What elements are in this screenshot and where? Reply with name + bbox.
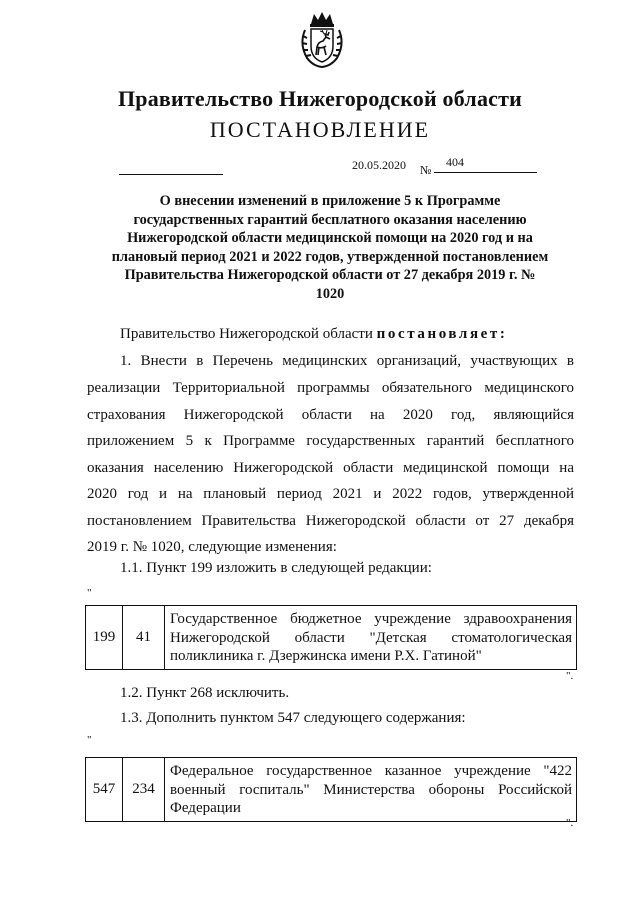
quote-open: "	[87, 587, 92, 599]
amendment-table-199	[85, 605, 577, 670]
organization-cell: Федеральное государственное казанное учреждение "422 военный госпиталь" Министерства обороны Российской Федерации	[165, 758, 577, 822]
code-cell: 234	[123, 758, 165, 822]
organization-cell: Государственное бюджетное учреждение здравоохранения Нижегородской области "Детская стоматологическая поликлиника г. Дзержинска имени Р.Х. Гатиной"	[165, 606, 577, 670]
code-cell: 41	[123, 606, 165, 670]
paragraph-line: 1. Внести в Перечень медицинских организаций, участвующих в	[120, 353, 574, 369]
table-row	[86, 758, 577, 822]
preamble-verb: постановляет:	[376, 326, 508, 342]
number-underline	[434, 172, 537, 173]
quote-close: ".	[566, 670, 574, 682]
coat-of-arms-icon	[299, 10, 345, 68]
row-number-cell: 547	[86, 758, 123, 822]
document-number: 404	[446, 155, 464, 169]
amendment-table-547	[85, 757, 577, 822]
row-number-cell: 199	[86, 606, 123, 670]
paragraph-line: приложением 5 к Программе государственных гарантий бесплатного	[87, 433, 574, 449]
document-date: 20.05.2020	[352, 158, 406, 172]
paragraph-line: 2019 г. № 1020, следующие изменения:	[87, 539, 337, 555]
date-underline-left	[119, 174, 223, 175]
item-1-2: 1.2. Пункт 268 исключить.	[120, 685, 290, 701]
paragraph-line: 2020 год и на плановый период 2021 и 2022 годов, утвержденной	[87, 486, 574, 502]
preamble	[120, 326, 508, 343]
paragraph-line: реализации Территориальной программы обязательного медицинского	[87, 380, 574, 396]
quote-close: ".	[566, 817, 574, 829]
paragraph-line: постановлением Правительства Нижегородской области от 27 декабря	[87, 513, 574, 529]
item-1-3: 1.3. Дополнить пунктом 547 следующего содержания:	[120, 710, 466, 726]
government-title: Правительство Нижегородской области	[117, 86, 522, 111]
document-subject: О внесении изменений в приложение 5 к Программе государственных гарантий бесплатного оказания населению Нижегородской области медицинской помощи на 2020 год и на плановый период 2021 и 2022 годов, утвержденной постановлением Правительства Нижегородской области от 27 декабря 2019 г. № 1020	[111, 193, 549, 302]
document-type: ПОСТАНОВЛЕНИЕ	[209, 117, 431, 142]
table-row	[86, 606, 577, 670]
number-sign: №	[420, 163, 432, 177]
paragraph-line: страхования Нижегородской области на 2020 год, являющийся	[87, 407, 574, 423]
preamble-lead: Правительство Нижегородской области	[120, 326, 373, 342]
paragraph-line: оказания населению Нижегородской области медицинской помощи на	[87, 460, 574, 476]
quote-open: "	[87, 734, 92, 746]
item-1-1: 1.1. Пункт 199 изложить в следующей редакции:	[120, 560, 432, 576]
